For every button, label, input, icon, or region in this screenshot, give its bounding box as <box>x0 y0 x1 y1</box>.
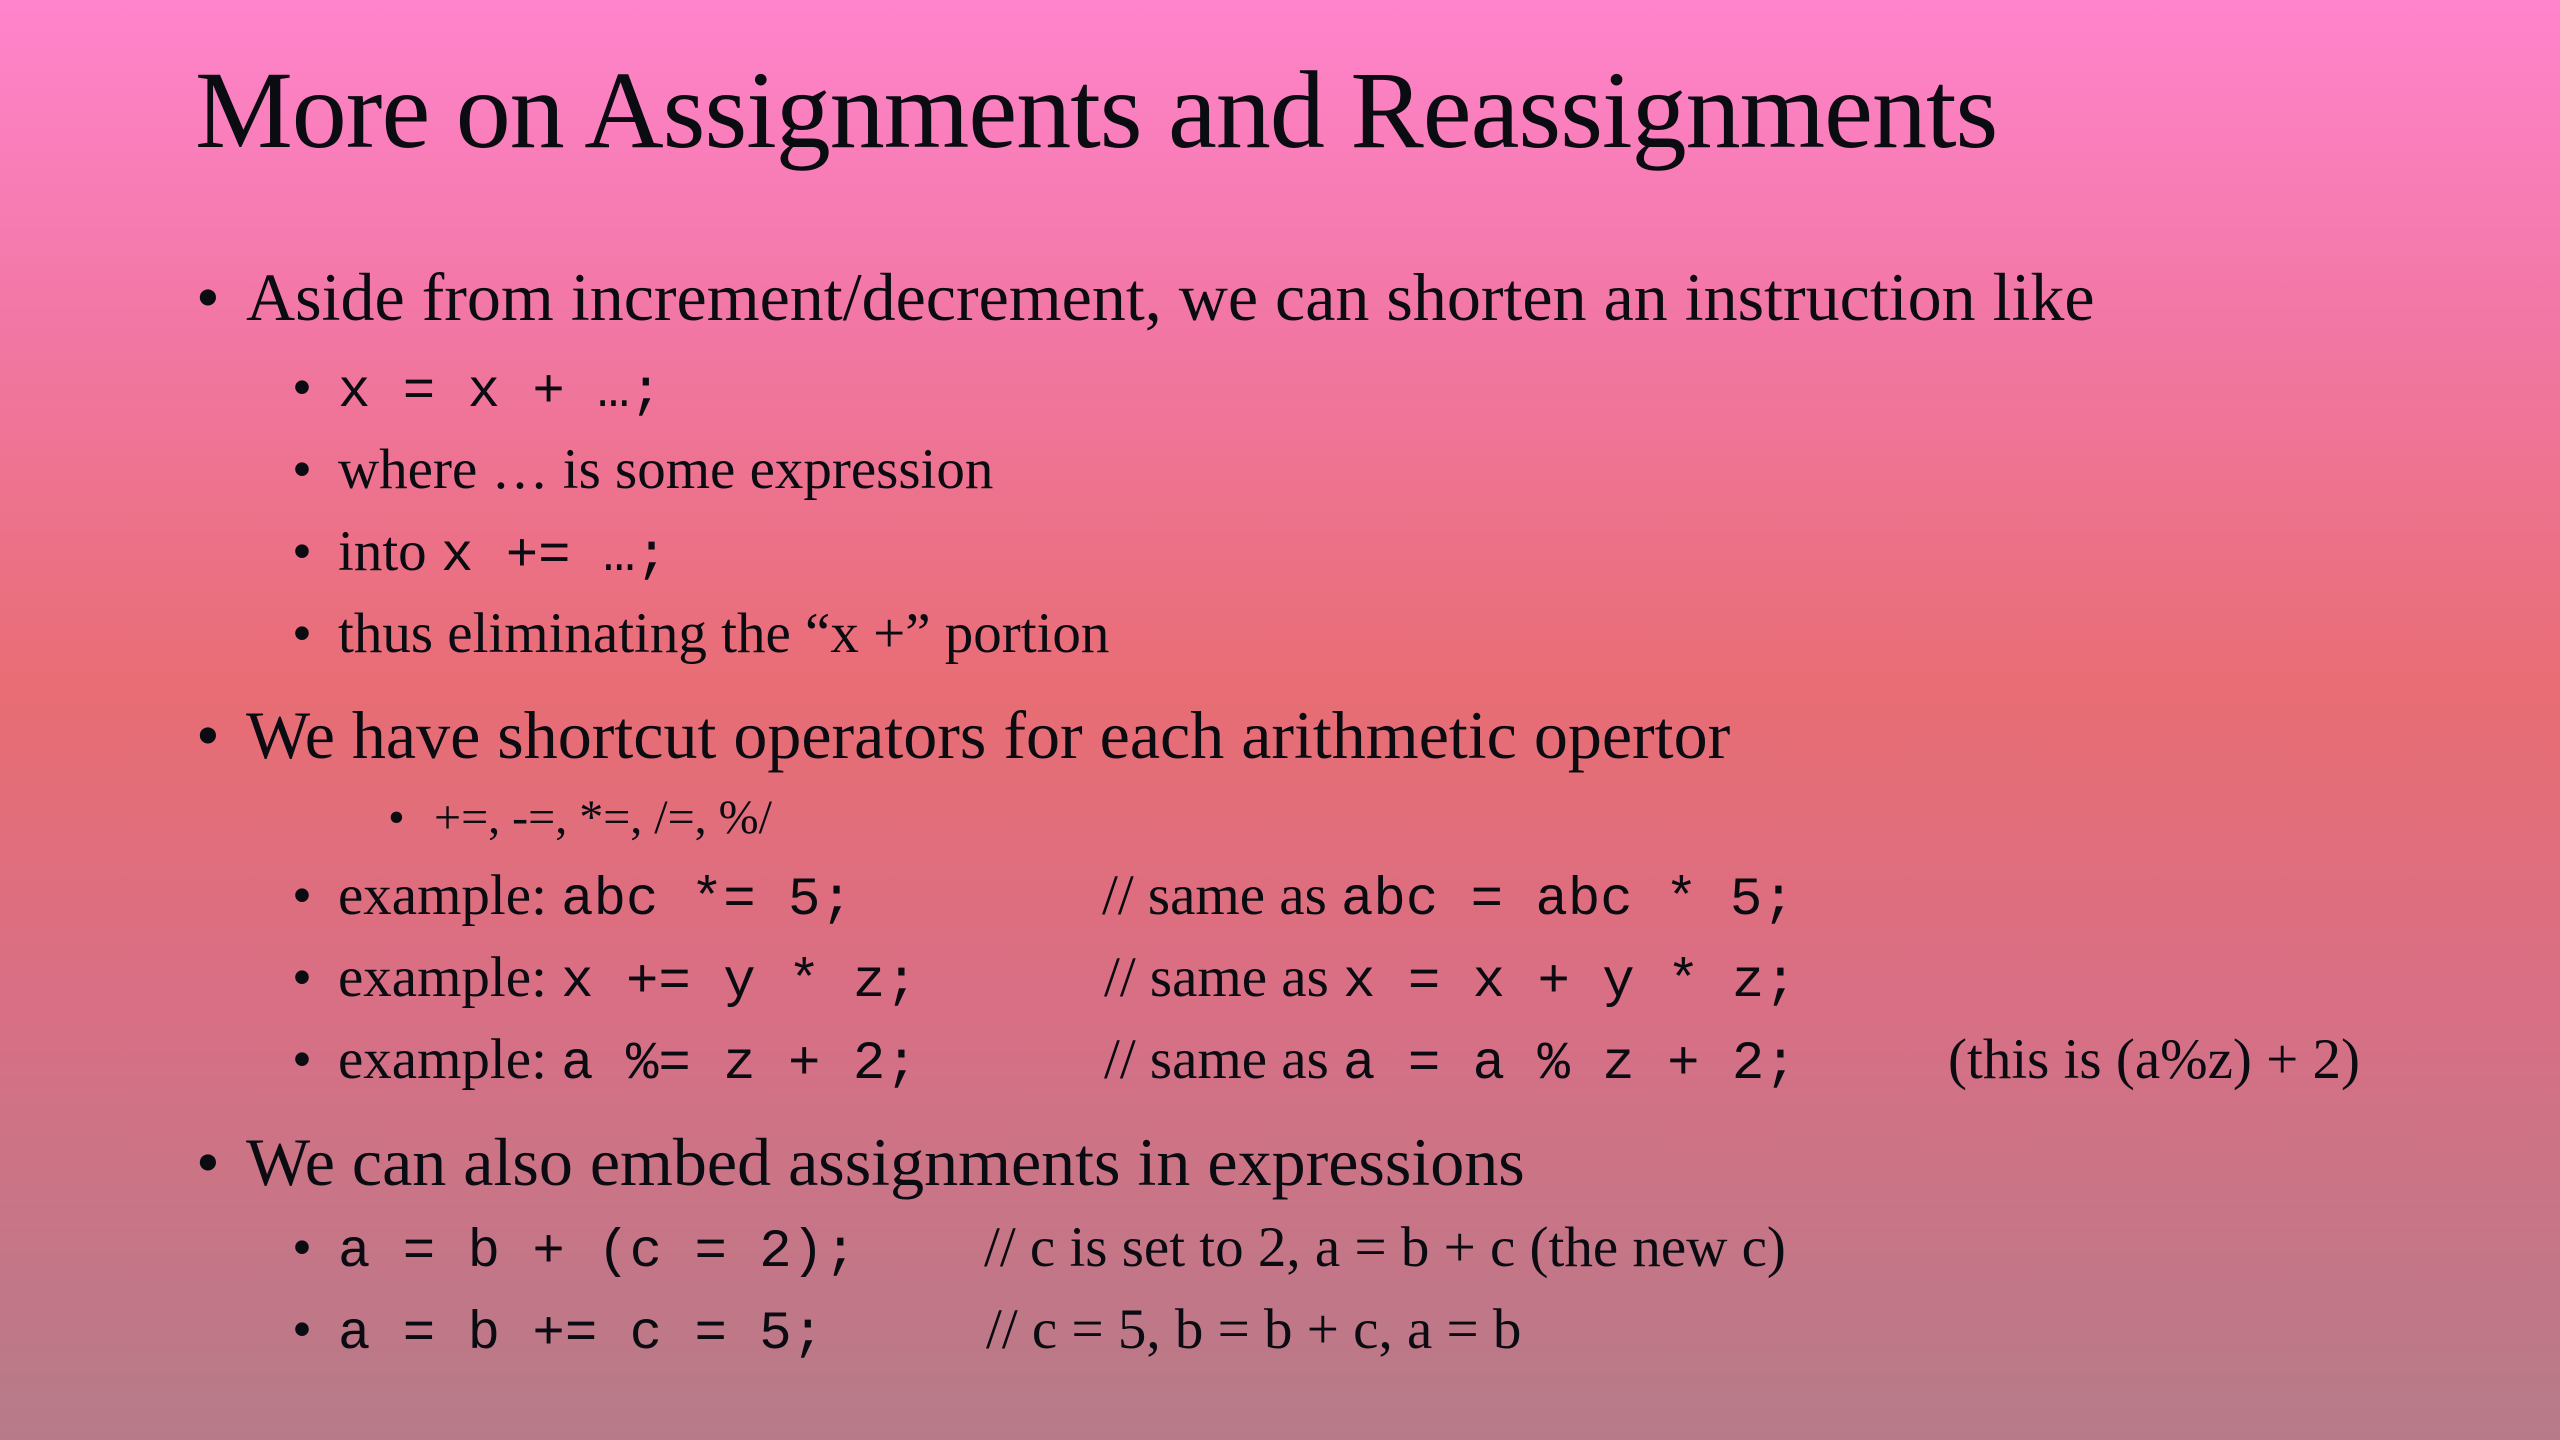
bullet-dot: • <box>196 1124 220 1200</box>
bullet-dot: • <box>292 602 312 665</box>
sub-bullet-code-example <box>292 348 662 433</box>
comment-code: x = x + y * z; <box>1343 952 1797 1013</box>
example-code: abc *= 5; <box>561 870 853 931</box>
example-comment <box>1102 856 1795 941</box>
bullet-text: Aside from increment/decrement, we can shorten an instruction like <box>246 259 2095 335</box>
example-label: example: <box>338 946 562 1009</box>
comment-text: // same as <box>1104 946 1344 1009</box>
bullet-shortcut-operators <box>196 690 1730 780</box>
example-comment <box>1104 938 1797 1023</box>
bullet-dot: • <box>292 946 312 1009</box>
comment-code: a = a % z + 2; <box>1343 1034 1797 1095</box>
bullet-text: We can also embed assignments in expressions <box>246 1124 1525 1200</box>
embed-code: a = b + (c = 2); <box>338 1222 857 1283</box>
example-comment <box>1104 1020 1797 1105</box>
embed-code: a = b += c = 5; <box>338 1304 825 1365</box>
bullet-text: We have shortcut operators for each arithmetic opertor <box>246 697 1731 773</box>
bullet-text: where … is some expression <box>338 438 994 501</box>
example-row <box>292 1020 2492 1105</box>
slide-title: More on Assignments and Reassignments <box>195 49 1998 171</box>
bullet-text: thus eliminating the “x +” portion <box>338 602 1110 665</box>
bullet-dot: • <box>292 356 312 419</box>
bullet-shorten-instruction <box>196 252 2095 342</box>
bullet-text: +=, -=, *=, /=, %/ <box>434 791 772 844</box>
bullet-embed-assignments <box>196 1117 1525 1207</box>
bullet-dot: • <box>196 259 220 335</box>
embed-comment: // c = 5, b = b + c, a = b <box>986 1298 1522 1361</box>
sub-bullet-where <box>292 430 993 510</box>
bullet-dot: • <box>292 864 312 927</box>
bullet-dot: • <box>292 438 312 501</box>
example-label: example: <box>338 864 562 927</box>
bullet-dot: • <box>292 1216 312 1279</box>
bullet-dot: • <box>292 520 312 583</box>
bullet-dot: • <box>292 1028 312 1091</box>
sub-sub-bullet-operators-list <box>388 785 772 851</box>
example-code: x += y * z; <box>561 952 918 1013</box>
example-row <box>292 938 2492 1023</box>
sub-bullet-into <box>292 512 668 597</box>
bullet-text: into <box>338 520 441 583</box>
bullet-dot: • <box>292 1298 312 1361</box>
bullet-dot: • <box>388 791 405 844</box>
comment-text: // same as <box>1102 864 1342 927</box>
code-snippet: x += …; <box>440 526 668 587</box>
bullet-dot: • <box>196 697 220 773</box>
embed-example-row <box>292 1208 2292 1293</box>
comment-code: abc = abc * 5; <box>1341 870 1795 931</box>
comment-text: // same as <box>1104 1028 1344 1091</box>
example-code: a %= z + 2; <box>561 1034 918 1095</box>
embed-example-row <box>292 1290 2292 1375</box>
embed-comment: // c is set to 2, a = b + c (the new c) <box>984 1216 1786 1279</box>
example-label: example: <box>338 1028 562 1091</box>
example-row <box>292 856 2492 941</box>
sub-bullet-eliminating <box>292 594 1109 674</box>
example-note: (this is (a%z) + 2) <box>1948 1028 2361 1091</box>
code-snippet: x = x + …; <box>338 362 663 423</box>
